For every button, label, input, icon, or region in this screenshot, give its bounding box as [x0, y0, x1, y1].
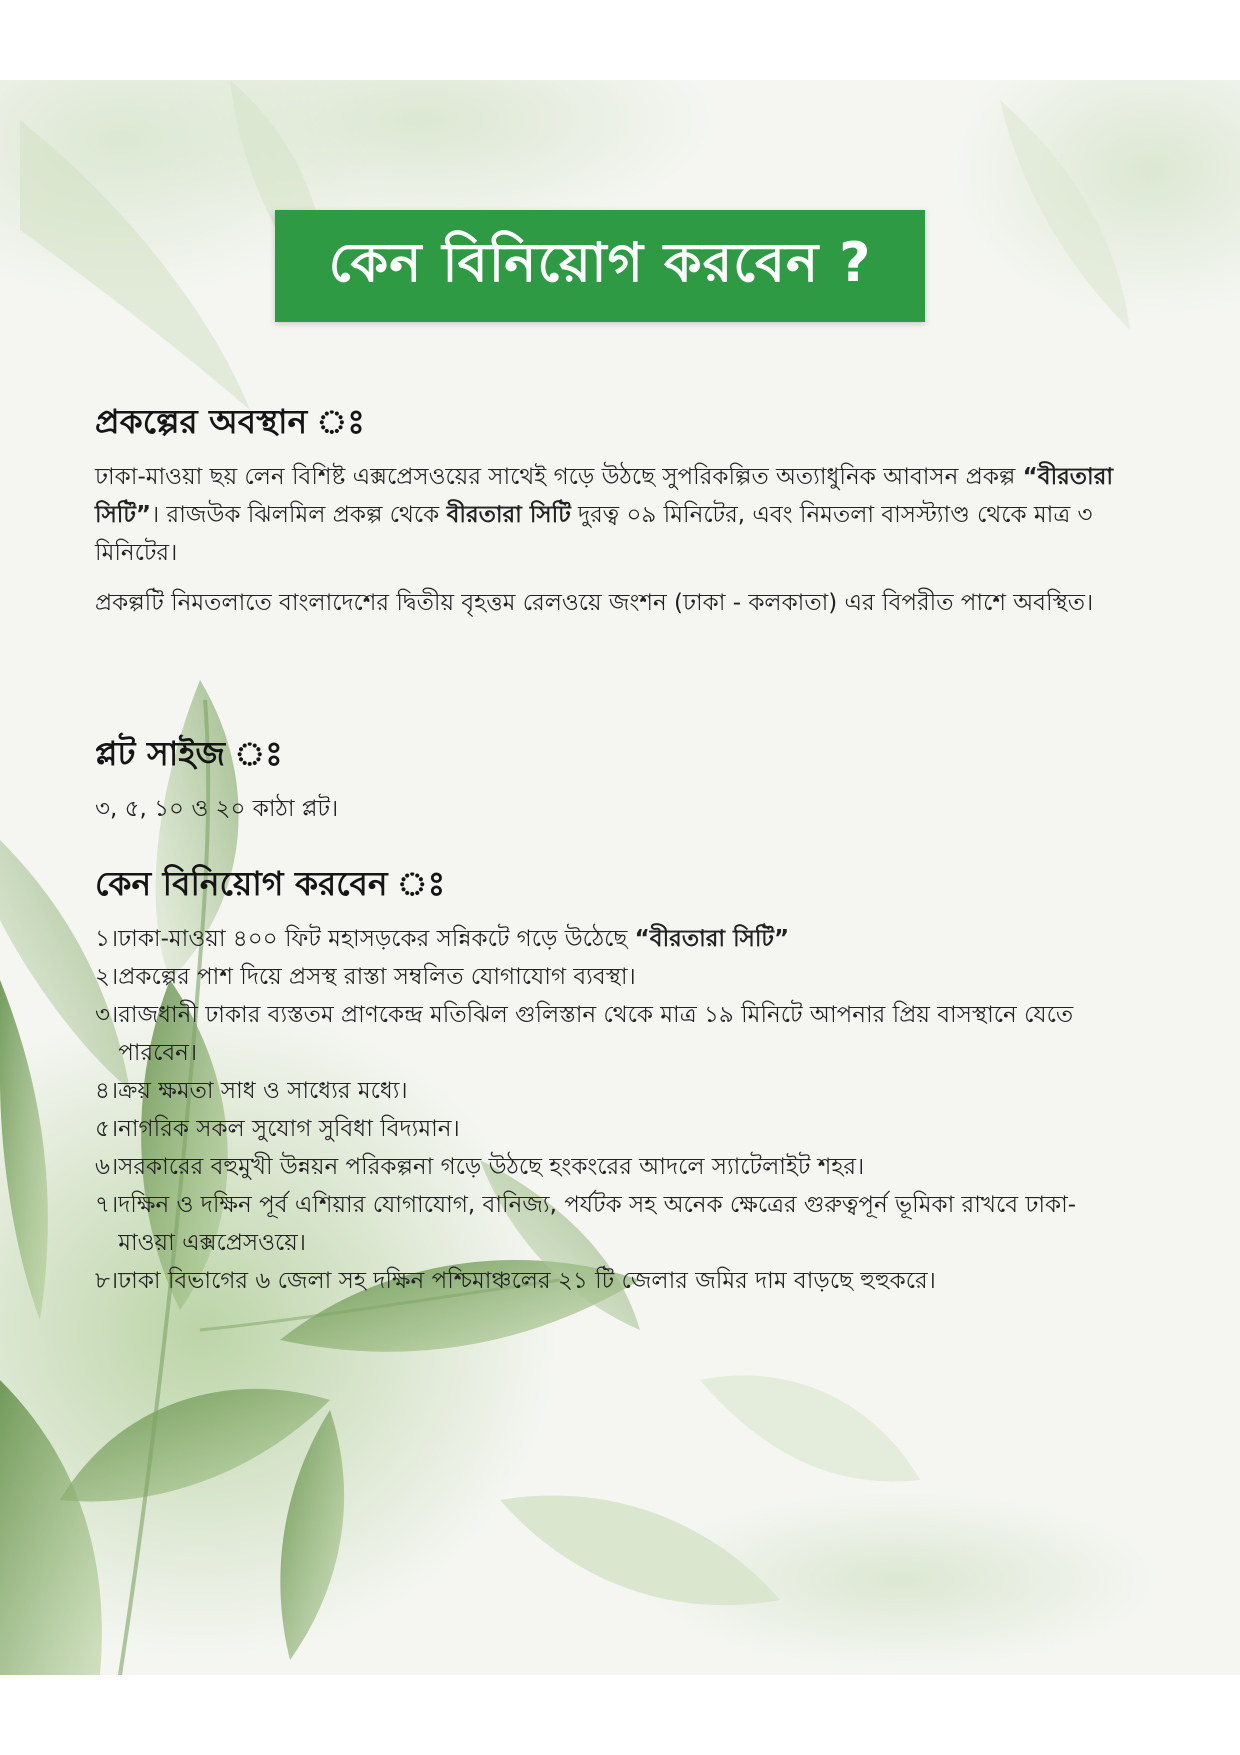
reasons-list [95, 920, 1125, 1300]
list-item [95, 1262, 1125, 1300]
plot-size-text: ৩, ৫, ১০ ও ২০ কাঠা প্লট। [95, 796, 339, 822]
list-item-text: ঢাকা বিভাগের ৬ জেলা সহ দক্ষিন পশ্চিমাঞ্চলের ২১ টি জেলার জমির দাম বাড়ছে হুহুকরে। [118, 1268, 936, 1294]
reasons-title: কেন বিনিয়োগ করবেন ঃ [95, 864, 446, 903]
list-item [95, 1186, 1125, 1262]
list-item-number: ৪। [95, 1078, 119, 1104]
list-item [95, 1072, 1125, 1110]
brochure-page [0, 80, 1240, 1675]
list-item-number: ৭। [95, 1192, 119, 1218]
list-item-number: ৩। [95, 1002, 119, 1028]
list-item-text: নাগরিক সকল সুযোগ সুবিধা বিদ্যমান। [118, 1116, 460, 1142]
list-item-text: ক্রয় ক্ষমতা সাধ ও সাধ্যের মধ্যে। [118, 1078, 408, 1104]
list-item-text: ঢাকা-মাওয়া ৪০০ ফিট মহাসড়কের সন্নিকটে গড়ে উঠেছে “বীরতারা সিটি” [118, 926, 790, 952]
list-item [95, 1148, 1125, 1186]
list-item-number: ১। [95, 926, 119, 952]
list-item-text: সরকারের বহুমুখী উন্নয়ন পরিকল্পনা গড়ে উঠছে হংকংরের আদলে স্যাটেলাইট শহর। [118, 1154, 865, 1180]
location-paragraph-1: ঢাকা-মাওয়া ছয় লেন বিশিষ্ট এক্সপ্রেসওয়ের সাথেই গড়ে উঠছে সুপরিকল্পিত অত্যাধুনিক আবাসন প্রকল্প “বীরতারা সিটি”। রাজউক ঝিলমিল প্রকল্প থেকে বীরতারা সিটি দুরত্ব ০৯ মিনিটের, এবং নিমতলা বাসস্ট্যাণ্ড থেকে মাত্র ৩ মিনিটের। [95, 464, 1114, 566]
reasons-section [95, 858, 1125, 1300]
list-item [95, 996, 1125, 1072]
list-item-number: ২। [95, 964, 119, 990]
project-name: বীরতারা সিটি [446, 502, 571, 528]
heading-banner [275, 210, 925, 322]
list-item [95, 958, 1125, 996]
list-item-number: ৬। [95, 1154, 119, 1180]
location-title: প্রকল্পের অবস্থান ঃ [95, 402, 365, 441]
list-item [95, 920, 1125, 958]
plot-size-title: প্লট সাইজ ঃ [95, 734, 283, 773]
list-item-number: ৮। [95, 1268, 119, 1294]
list-item-text: প্রকল্পের পাশ দিয়ে প্রসস্থ রাস্তা সম্বলিত যোগাযোগ ব্যবস্থা। [118, 964, 636, 990]
list-item-text: দক্ষিন ও দক্ষিন পূর্ব এশিয়ার যোগাযোগ, বানিজ্য, পর্যটক সহ অনেক ক্ষেত্রের গুরুত্বপূর্ন ভূমিকা রাখবে ঢাকা-মাওয়া এক্সপ্রেসওয়ে। [118, 1192, 1077, 1256]
list-item-number: ৫। [95, 1116, 119, 1142]
project-name-quoted: “বীরতারা সিটি” [95, 464, 1114, 528]
project-name-quoted: “বীরতারা সিটি” [634, 926, 790, 952]
page-heading: কেন বিনিয়োগ করবেন ? [328, 231, 872, 294]
list-item-text: রাজধানী ঢাকার ব্যস্ততম প্রাণকেন্দ্র মতিঝিল গুলিস্তান থেকে মাত্র ১৯ মিনিটে আপনার প্রিয় বাসস্থানে যেতে পারবেন। [118, 1002, 1074, 1066]
list-item [95, 1110, 1125, 1148]
plot-size-section [95, 728, 1125, 840]
location-section [95, 396, 1125, 634]
location-paragraph-2: প্রকল্পটি নিমতলাতে বাংলাদেশের দ্বিতীয় বৃহত্তম রেলওয়ে জংশন (ঢাকা - কলকাতা) এর বিপরীত পাশে অবস্থিত। [95, 590, 1094, 616]
